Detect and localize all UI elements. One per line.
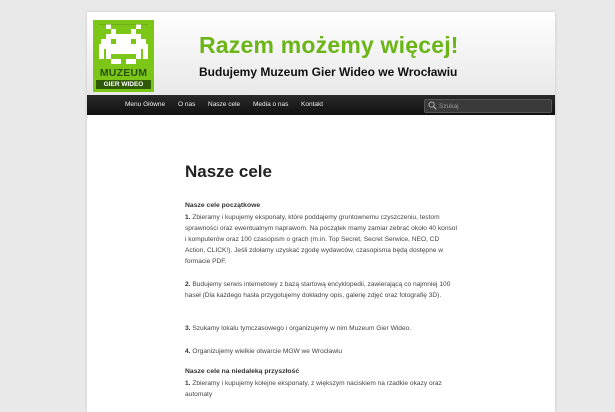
goal-item-2 (185, 279, 460, 301)
goal-text: Zbieramy i kupujemy eksponaty, które poddajemy gruntownemu czyszczeniu, testom sprawności oraz ewentualnym naprawom. Na początek mamy zamiar zebrać około 40 konsol i komputerów oraz 100 czasopism o grach (m.in. Top Secret, Secret Serwice, NEO, CD Action, CLICK!). Jeśli zdołamy uzyskać zgodę wydawców, czasopisma będą dostępne w formacie PDF. (185, 214, 457, 266)
nav-item-menu-glowne[interactable]: Menu Główne (125, 101, 166, 108)
museum-logo[interactable] (93, 20, 154, 92)
goal-text: Budujemy serwis internetowy z bazą startową encyklopedii, zawierającą co najmniej 100 haseł (Dla każdego hasła przygotujemy dokładny opis, galerię zdjęć oraz fotografię 3D). (185, 281, 451, 300)
logo-text-muzeum: MUZEUM (99, 67, 148, 79)
goal-number: 1. (185, 380, 191, 387)
goal-text: Zbieramy i kupujemy kolejne eksponaty, z większym naciskiem na rzadkie okazy oraz automaty (185, 380, 442, 399)
search-input[interactable] (439, 100, 544, 112)
site-header (87, 12, 555, 95)
goal-item-3 (185, 323, 460, 334)
goal-number: 1. (185, 214, 191, 221)
goal-text: Szukamy lokalu tymczasowego i organizujemy w nim Muzeum Gier Wideo. (192, 325, 412, 332)
search-icon[interactable] (428, 101, 437, 110)
goal-text: Organizujemy wielkie otwarcie MGW we Wrocławiu (192, 348, 343, 355)
pixel-invader-icon (99, 24, 148, 66)
nav-item-media-o-nas[interactable]: Media o nas (253, 101, 289, 108)
goal-number: 3. (185, 325, 191, 332)
page-container (87, 12, 555, 412)
goal-number: 4. (185, 348, 191, 355)
site-title[interactable]: Razem możemy więcej! (199, 32, 459, 58)
section-heading-initial: Nasze cele początkowe (185, 202, 261, 209)
logo-text-gier-wideo: GIER WIDEO (96, 80, 151, 89)
site-subtitle: Budujemy Muzeum Gier Wideo we Wrocławiu (199, 65, 458, 79)
nav-item-kontakt[interactable]: Kontakt (301, 101, 324, 108)
search-box (424, 99, 552, 113)
nav-item-o-nas[interactable]: O nas (178, 101, 196, 108)
goal-item-4 (185, 346, 460, 357)
nav-item-nasze-cele[interactable]: Nasze cele (208, 101, 241, 108)
future-goal-item-1 (185, 378, 460, 400)
main-navigation (87, 95, 555, 115)
goal-number: 2. (185, 281, 191, 288)
goal-item-1 (185, 212, 460, 267)
section-heading-near-future: Nasze cele na niedaleką przyszłość (185, 368, 300, 375)
page-title: Nasze cele (185, 162, 272, 181)
